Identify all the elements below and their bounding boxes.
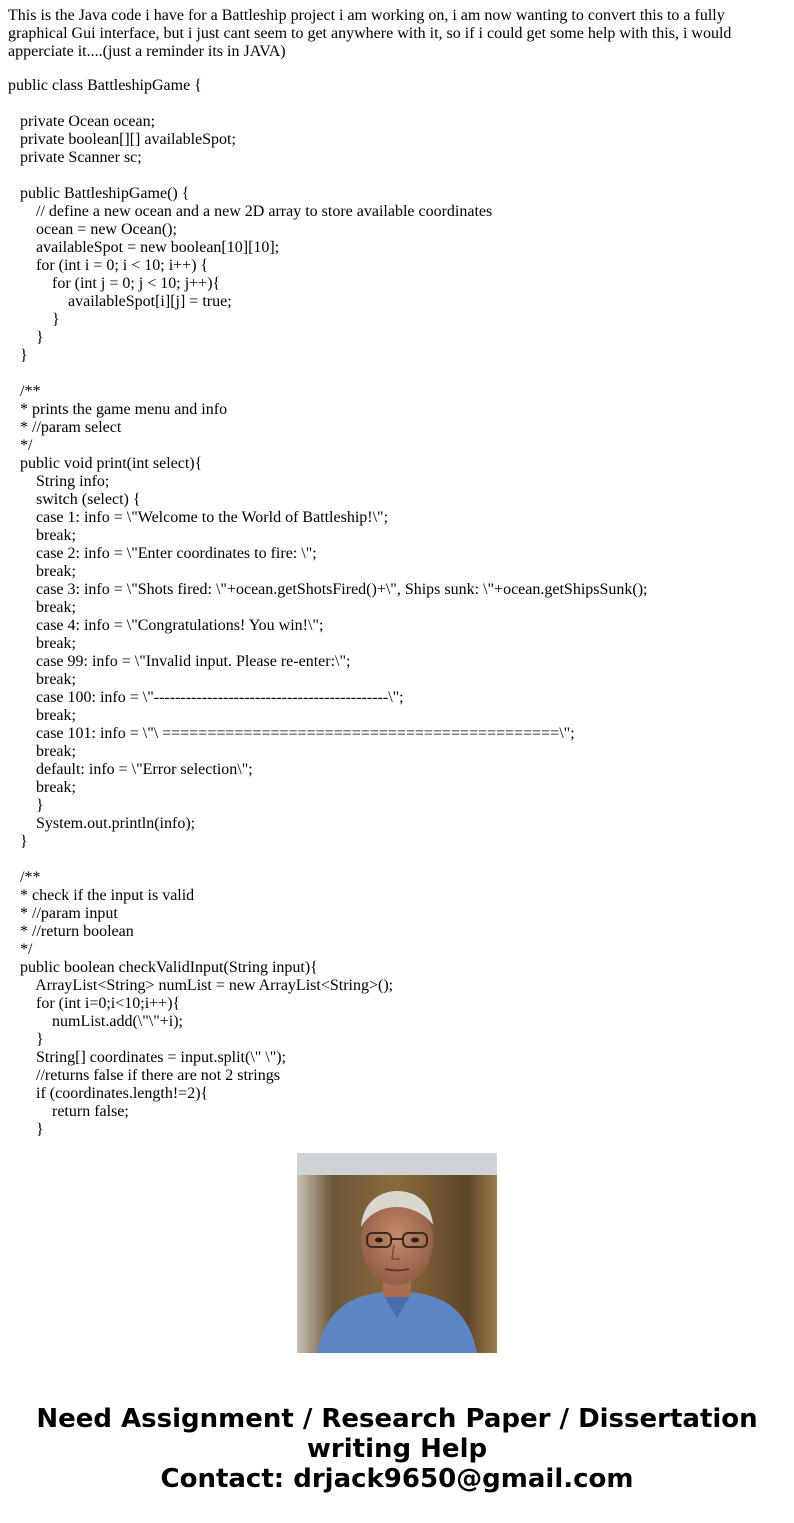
code-line: ArrayList<String> numList = new ArrayList<String>(); [8,977,394,994]
code-line: public boolean checkValidInput(String input){ [8,959,318,976]
code-line: public void print(int select){ [8,455,203,472]
code-line: } [8,833,28,850]
portrait-graphic [297,1153,497,1353]
code-line [8,95,786,113]
code-line: // define a new ocean and a new 2D array to store available coordinates [8,203,493,220]
code-line: case 1: info = \"Welcome to the World of Battleship!\"; [8,509,389,526]
code-line: break; [8,635,76,652]
code-line: * //param input [8,905,118,922]
code-line: } [8,347,28,364]
code-line: break; [8,563,76,580]
code-line: String info; [8,473,110,490]
code-line: } [8,311,60,328]
code-line: * //return boolean [8,923,134,940]
code-line: break; [8,743,76,760]
code-line: switch (select) { [8,491,141,508]
code-line: } [8,1121,44,1138]
code-line: } [8,329,44,346]
code-line: //returns false if there are not 2 strings [8,1067,280,1084]
code-line: if (coordinates.length!=2){ [8,1085,209,1102]
promo-banner [0,1404,794,1494]
code-line: * check if the input is valid [8,887,195,904]
code-line: numList.add(\"\"+i); [8,1013,183,1030]
code-line: public class BattleshipGame { [8,77,202,94]
code-line: } [8,797,44,814]
code-line: availableSpot[i][j] = true; [8,293,232,310]
code-line: private Scanner sc; [8,149,142,166]
code-line: return false; [8,1103,129,1120]
code-line: case 100: info = \"--------------------------------------------\"; [8,689,404,706]
code-line: /** [8,869,41,886]
code-line [8,167,786,185]
code-line: * //param select [8,419,122,436]
code-line: String[] coordinates = input.split(\" \"); [8,1049,287,1066]
code-line [8,365,786,383]
question-intro: This is the Java code i have for a Battleship project i am working on, i am now wanting to convert this to a fully graphical Gui interface, but i just cant seem to get anywhere with it, so if i could get some help with this, i would apperciate it....(just a reminder its in JAVA) [8,7,732,60]
promo-headline-line2: writing Help [306,1434,488,1464]
person-portrait-icon [297,1153,497,1353]
code-line: break; [8,707,76,724]
java-code-block [8,77,786,1139]
code-line: case 2: info = \"Enter coordinates to fire: \"; [8,545,317,562]
code-line: System.out.println(info); [8,815,196,832]
code-line: for (int j = 0; j < 10; j++){ [8,275,221,292]
code-line: ocean = new Ocean(); [8,221,177,238]
code-line: break; [8,671,76,688]
promo-headline-line1: Need Assignment / Research Paper / Dissertation [36,1404,758,1434]
code-line: break; [8,599,76,616]
code-line: * prints the game menu and info [8,401,228,418]
code-line: break; [8,527,76,544]
code-line: break; [8,779,76,796]
code-line: for (int i = 0; i < 10; i++) { [8,257,209,274]
code-line: case 3: info = \"Shots fired: \"+ocean.getShotsFired()+\", Ships sunk: \"+ocean.getShipsSunk(); [8,581,648,598]
code-line: /** [8,383,41,400]
code-line: public BattleshipGame() { [8,185,190,202]
code-line [8,851,786,869]
promo-contact: Contact: drjack9650@gmail.com [160,1464,634,1494]
code-line: case 101: info = \"\ ============================================\"; [8,725,575,742]
question-text [8,7,786,1138]
code-line: case 99: info = \"Invalid input. Please re-enter:\"; [8,653,351,670]
code-line: } [8,1031,44,1048]
code-line: case 4: info = \"Congratulations! You win!\"; [8,617,324,634]
code-line: availableSpot = new boolean[10][10]; [8,239,280,256]
code-line: for (int i=0;i<10;i++){ [8,995,181,1012]
code-line: private boolean[][] availableSpot; [8,131,236,148]
code-line: */ [8,437,33,454]
code-line: */ [8,941,33,958]
code-line: private Ocean ocean; [8,113,156,130]
code-line: default: info = \"Error selection\"; [8,761,253,778]
